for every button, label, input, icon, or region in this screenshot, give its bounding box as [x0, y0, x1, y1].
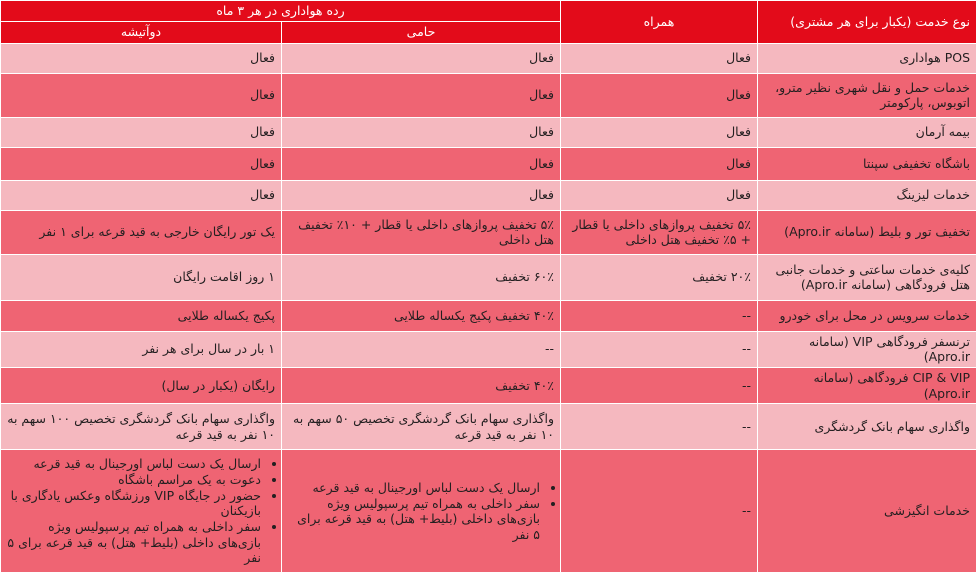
doatishe-value: فعال [1, 73, 282, 117]
companion-value: -- [561, 367, 758, 403]
companion-value: فعال [561, 73, 758, 117]
companion-value: -- [561, 404, 758, 450]
hami-value: ۵٪ تخفیف پروازهای داخلی یا قطار + ۱۰٪ تخفیف هتل داخلی [282, 210, 561, 254]
table-row [1, 450, 976, 573]
companion-value: -- [561, 450, 758, 573]
companion-value: فعال [561, 180, 758, 210]
companion-value: -- [561, 300, 758, 331]
service-name: خدمات انگیزشی [758, 450, 976, 573]
hami-value: فعال [282, 180, 561, 210]
service-name: کلیه‌ی خدمات ساعتی و خدمات جانبی هتل فرودگاهی (سامانه Apro.ir) [758, 254, 976, 300]
hami-value: فعال [282, 147, 561, 180]
list-item: • حضور در جایگاه VIP ورزشگاه وعکس یادگاری با بازیکنان [7, 488, 261, 519]
hami-value: فعال [282, 43, 561, 73]
list-item: • ارسال یک دست لباس اورجینال به قید قرعه [288, 480, 540, 496]
doatishe-value: واگذاری سهام بانک گردشگری تخصیص ۱۰۰ سهم به ۱۰ نفر به قید قرعه [1, 404, 282, 450]
doatishe-value: ۱ بار در سال برای هر نفر [1, 331, 282, 367]
companion-value: -- [561, 331, 758, 367]
list-item: • دعوت به یک مراسم باشگاه [7, 472, 261, 488]
table-row [1, 43, 976, 73]
companion-value: ۵٪ تخفیف پروازهای داخلی یا قطار + ۵٪ تخفیف هتل داخلی [561, 210, 758, 254]
table-row [1, 73, 976, 117]
doatishe-incentive-list [7, 456, 275, 565]
doatishe-value: یک تور رایگان خارجی به قید قرعه برای ۱ نفر [1, 210, 282, 254]
doatishe-value: فعال [1, 147, 282, 180]
service-name: ترنسفر فرودگاهی VIP (سامانه Apro.ir) [758, 331, 976, 367]
table-row [1, 147, 976, 180]
header-doatishe: دوآتیشه [1, 21, 282, 43]
service-name: خدمات لیزینگ [758, 180, 976, 210]
doatishe-value: فعال [1, 43, 282, 73]
table-row [1, 300, 976, 331]
doatishe-value: فعال [1, 117, 282, 147]
doatishe-value: رایگان (یکبار در سال) [1, 367, 282, 403]
service-name: واگذاری سهام بانک گردشگری [758, 404, 976, 450]
service-name: خدمات حمل و نقل شهری نظیر مترو، اتوبوس، پارکومتر [758, 73, 976, 117]
doatishe-value [1, 450, 282, 573]
list-item: • سفر داخلی به همراه تیم پرسپولیس ویژه بازی‌های داخلی (بلیط+ هتل) به قید قرعه برای ۵ نفر [288, 496, 540, 543]
service-name: تخفیف تور و بلیط (سامانه Apro.ir) [758, 210, 976, 254]
header-hami: حامی [282, 21, 561, 43]
table-row [1, 210, 976, 254]
list-item: • ارسال یک دست لباس اورجینال به قید قرعه [7, 456, 261, 472]
hami-value [282, 450, 561, 573]
table-row [1, 254, 976, 300]
table-row [1, 331, 976, 367]
companion-value: فعال [561, 43, 758, 73]
companion-value: ۲۰٪ تخفیف [561, 254, 758, 300]
header-companion: همراه [561, 1, 758, 44]
table-row [1, 367, 976, 403]
list-item: • سفر داخلی به همراه تیم پرسپولیس ویژه بازی‌های داخلی (بلیط+ هتل) به قید قرعه برای ۵ نفر [7, 519, 261, 566]
doatishe-value: فعال [1, 180, 282, 210]
service-name: CIP & VIP فرودگاهی (سامانه Apro.ir) [758, 367, 976, 403]
hami-value: ۴۰٪ تخفیف [282, 367, 561, 403]
doatishe-value: ۱ روز اقامت رایگان [1, 254, 282, 300]
table-row [1, 180, 976, 210]
service-name: باشگاه تخفیفی سپنتا [758, 147, 976, 180]
hami-value: -- [282, 331, 561, 367]
hami-value: ۴۰٪ تخفیف پکیج یکساله طلایی [282, 300, 561, 331]
hami-value: فعال [282, 117, 561, 147]
service-name: خدمات سرویس در محل برای خودرو [758, 300, 976, 331]
companion-value: فعال [561, 117, 758, 147]
service-name: POS هواداری [758, 43, 976, 73]
header-service-type: نوع خدمت (یکبار برای هر مشتری) [758, 1, 976, 44]
hami-value: فعال [282, 73, 561, 117]
header-tier-group: رده هواداری در هر ۳ ماه [1, 1, 561, 22]
table-row [1, 404, 976, 450]
doatishe-value: پکیج یکساله طلایی [1, 300, 282, 331]
hami-value: ۶۰٪ تخفیف [282, 254, 561, 300]
service-name: بیمه آرمان [758, 117, 976, 147]
hami-incentive-list [288, 480, 554, 543]
hami-value: واگذاری سهام بانک گردشگری تخصیص ۵۰ سهم به ۱۰ نفر به قید قرعه [282, 404, 561, 450]
companion-value: فعال [561, 147, 758, 180]
table-row [1, 117, 976, 147]
